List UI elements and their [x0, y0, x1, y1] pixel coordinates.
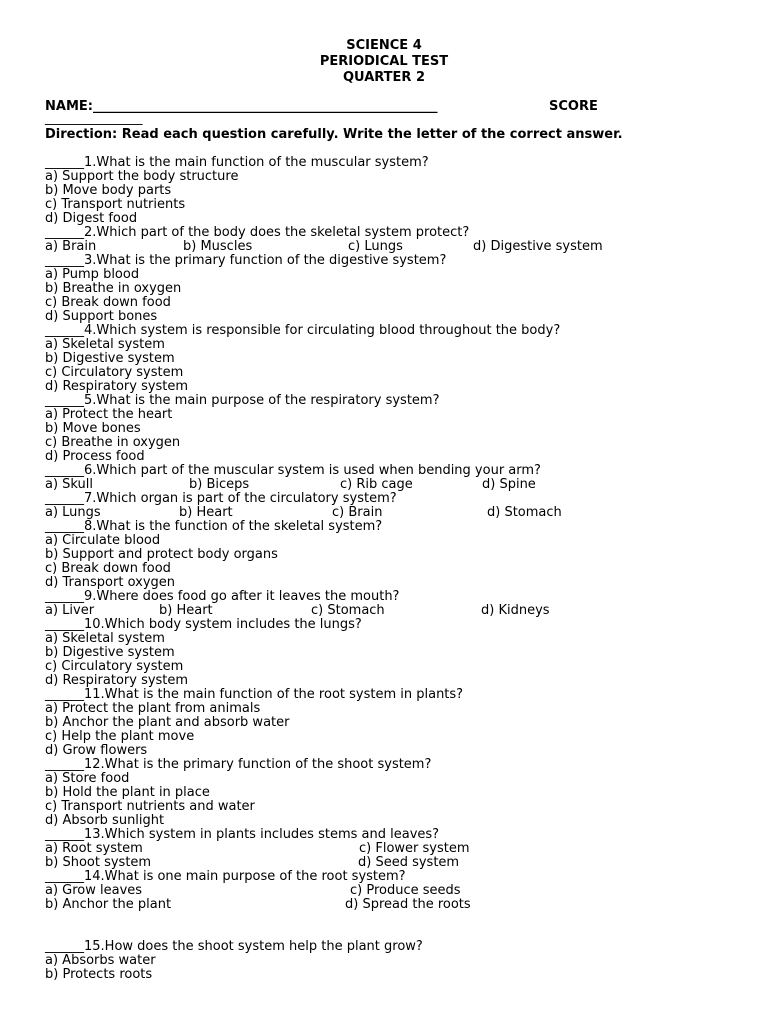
q9-option-d: d) Kidneys [481, 603, 550, 618]
q5-option-b: b) Move bones [45, 421, 141, 436]
q12-option-b: b) Hold the plant in place [45, 785, 210, 800]
q10-option-b: b) Digestive system [45, 645, 175, 660]
q10-option-d: d) Respiratory system [45, 673, 189, 688]
question-8: ______8.What is the function of the skeletal system? [45, 519, 383, 534]
q2-option-a: a) Brain [45, 239, 97, 254]
q15-option-b: b) Protects roots [45, 967, 153, 982]
q3-option-b: b) Breathe in oxygen [45, 281, 182, 296]
q7-option-c: c) Brain [332, 505, 383, 520]
question-9: ______9.Where does food go after it leaves the mouth? [45, 589, 400, 604]
q14-option-a: a) Grow leaves [45, 883, 143, 898]
direction-text: Direction: Read each question carefully. Write the letter of the correct answer. [45, 127, 623, 142]
q6-option-d: d) Spine [482, 477, 536, 492]
score-label: SCORE [549, 99, 598, 114]
question-12: ______12.What is the primary function of the shoot system? [45, 757, 432, 772]
q10-option-a: a) Skeletal system [45, 631, 165, 646]
q1-option-a: a) Support the body structure [45, 169, 239, 184]
q14-option-b: b) Anchor the plant [45, 897, 172, 912]
test-title: PERIODICAL TEST [319, 54, 449, 69]
q8-option-a: a) Circulate blood [45, 533, 161, 548]
quarter-title: QUARTER 2 [342, 70, 426, 85]
q5-option-d: d) Process food [45, 449, 145, 464]
q1-option-d: d) Digest food [45, 211, 138, 226]
q6-option-a: a) Skull [45, 477, 94, 492]
question-13: ______13.Which system in plants includes stems and leaves? [45, 827, 440, 842]
q3-option-c: c) Break down food [45, 295, 171, 310]
q1-option-c: c) Transport nutrients [45, 197, 186, 212]
q9-option-a: a) Liver [45, 603, 95, 618]
q11-option-b: b) Anchor the plant and absorb water [45, 715, 290, 730]
question-11: ______11.What is the main function of the root system in plants? [45, 687, 464, 702]
q14-option-d: d) Spread the roots [345, 897, 471, 912]
q13-option-b: b) Shoot system [45, 855, 152, 870]
q8-option-c: c) Break down food [45, 561, 171, 576]
question-5: ______5.What is the main purpose of the respiratory system? [45, 393, 440, 408]
q2-option-b: b) Muscles [183, 239, 253, 254]
q11-option-c: c) Help the plant move [45, 729, 195, 744]
question-4: ______4.Which system is responsible for circulating blood throughout the body? [45, 323, 561, 338]
q8-option-b: b) Support and protect body organs [45, 547, 278, 562]
q4-option-b: b) Digestive system [45, 351, 175, 366]
q5-option-a: a) Protect the heart [45, 407, 173, 422]
q12-option-a: a) Store food [45, 771, 130, 786]
q3-option-d: d) Support bones [45, 309, 158, 324]
q11-option-d: d) Grow flowers [45, 743, 148, 758]
subject-title: SCIENCE 4 [346, 38, 422, 53]
question-7: ______7.Which organ is part of the circulatory system? [45, 491, 397, 506]
q7-option-b: b) Heart [179, 505, 233, 520]
question-2: ______2.Which part of the body does the skeletal system protect? [45, 225, 470, 240]
question-15: ______15.How does the shoot system help the plant grow? [45, 939, 423, 954]
q4-option-d: d) Respiratory system [45, 379, 189, 394]
question-14: ______14.What is one main purpose of the root system? [45, 869, 406, 884]
q5-option-c: c) Breathe in oxygen [45, 435, 181, 450]
q6-option-c: c) Rib cage [340, 477, 413, 492]
question-3: ______3.What is the primary function of the digestive system? [45, 253, 447, 268]
q3-option-a: a) Pump blood [45, 267, 140, 282]
q4-option-a: a) Skeletal system [45, 337, 165, 352]
question-10: ______10.Which body system includes the lungs? [45, 617, 362, 632]
score-field[interactable]: _______________ [45, 111, 143, 126]
q8-option-d: d) Transport oxygen [45, 575, 176, 590]
q14-option-c: c) Produce seeds [350, 883, 461, 898]
q2-option-d: d) Digestive system [473, 239, 603, 254]
q7-option-d: d) Stomach [487, 505, 562, 520]
q9-option-c: c) Stomach [311, 603, 385, 618]
q6-option-b: b) Biceps [189, 477, 250, 492]
q1-option-b: b) Move body parts [45, 183, 172, 198]
q4-option-c: c) Circulatory system [45, 365, 184, 380]
q15-option-a: a) Absorbs water [45, 953, 156, 968]
q13-option-a: a) Root system [45, 841, 143, 856]
q11-option-a: a) Protect the plant from animals [45, 701, 261, 716]
q2-option-c: c) Lungs [348, 239, 403, 254]
name-field[interactable]: NAME:_____________________________________________________ [45, 99, 438, 114]
q13-option-d: d) Seed system [358, 855, 460, 870]
q10-option-c: c) Circulatory system [45, 659, 184, 674]
q12-option-c: c) Transport nutrients and water [45, 799, 255, 814]
q7-option-a: a) Lungs [45, 505, 101, 520]
question-6: ______6.Which part of the muscular system is used when bending your arm? [45, 463, 541, 478]
q9-option-b: b) Heart [159, 603, 213, 618]
q13-option-c: c) Flower system [359, 841, 470, 856]
q12-option-d: d) Absorb sunlight [45, 813, 165, 828]
question-1: ______1.What is the main function of the muscular system? [45, 155, 429, 170]
